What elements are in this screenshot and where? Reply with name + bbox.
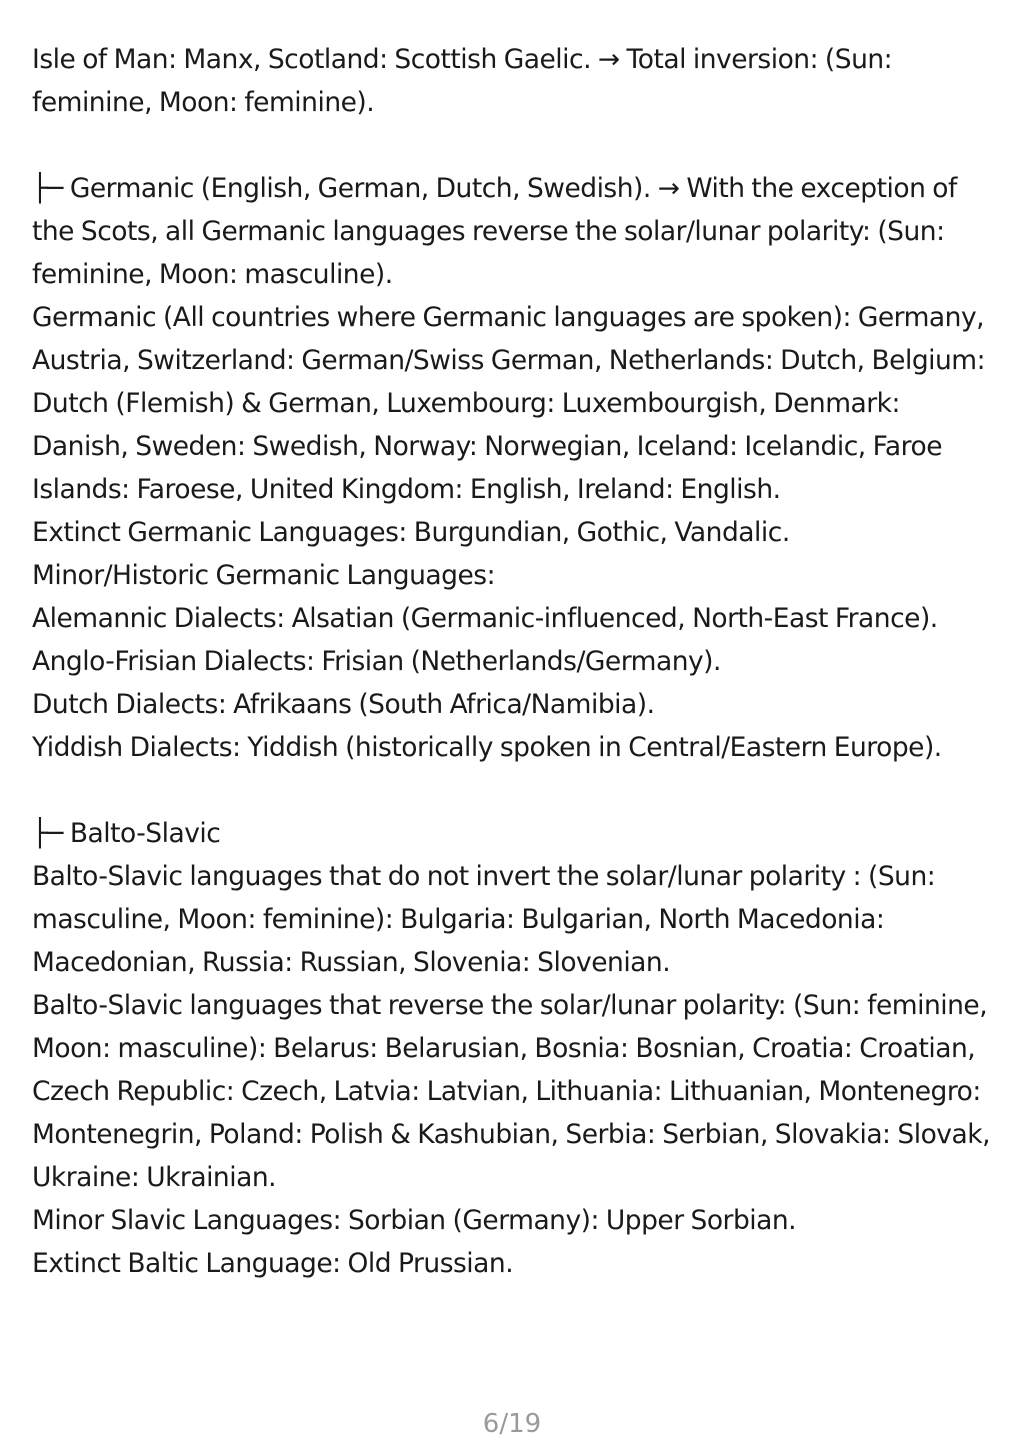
paragraph-balto-slavic-non-inverting: Balto-Slavic languages that do not invert the solar/lunar polarity : (Sun: masculine, Moon: feminine): Bulgaria: Bulgarian, North Macedonia: Macedonian, Russia: Russian, Slovenia: Slovenian.: [32, 861, 936, 978]
paragraph-celtic-inversion: Isle of Man: Manx, Scotland: Scottish Gaelic. → Total inversion: (Sun: feminine, Moon: feminine).: [32, 44, 893, 118]
paragraph-anglo-frisian: Anglo-Frisian Dialects: Frisian (Netherlands/Germany).: [32, 646, 721, 677]
paragraph-spacer: [32, 769, 994, 812]
paragraph-balto-slavic-inverting: Balto-Slavic languages that reverse the solar/lunar polarity: (Sun: feminine, Moon: masculine): Belarus: Belarusian, Bosnia: Bosnian, Croatia: Croatian, Czech Republic: Czech, Latvia: Latvian, Lithuania: Lithuanian, Montenegro: Montenegrin, Poland: Polish & Kashubian, Serbia: Serbian, Slovakia: Slovak, Ukraine: Ukrainian.: [32, 990, 990, 1193]
paragraph-germanic-countries: Germanic (All countries where Germanic languages are spoken): Germany, Austria, Switzerland: German/Swiss German, Netherlands: Dutch, Belgium: Dutch (Flemish) & German, Luxembourg: Luxembourgish, Denmark: Danish, Sweden: Swedish, Norway: Norwegian, Iceland: Icelandic, Faroe Islands: Faroese, United Kingdom: English, Ireland: English.: [32, 302, 986, 505]
paragraph-minor-slavic: Minor Slavic Languages: Sorbian (Germany): Upper Sorbian.: [32, 1205, 797, 1236]
paragraph-extinct-baltic: Extinct Baltic Language: Old Prussian.: [32, 1248, 514, 1279]
paragraph-alemannic: Alemannic Dialects: Alsatian (Germanic-influenced, North-East France).: [32, 603, 938, 634]
paragraph-dutch-dialects: Dutch Dialects: Afrikaans (South Africa/Namibia).: [32, 689, 655, 720]
paragraph-minor-germanic-heading: Minor/Historic Germanic Languages:: [32, 560, 495, 591]
section-heading-balto-slavic: ├─ Balto-Slavic: [32, 818, 221, 849]
paragraph-extinct-germanic: Extinct Germanic Languages: Burgundian, Gothic, Vandalic.: [32, 517, 790, 548]
paragraph-yiddish: Yiddish Dialects: Yiddish (historically spoken in Central/Eastern Europe).: [32, 732, 942, 763]
paragraph-spacer: [32, 124, 994, 167]
section-heading-germanic: ├─ Germanic (English, German, Dutch, Swedish). → With the exception of the Scots, all Germanic languages reverse the solar/lunar polarity: (Sun: feminine, Moon: masculine).: [32, 173, 957, 290]
page-number: 6/19: [482, 1409, 542, 1439]
document-body: [32, 38, 994, 1285]
